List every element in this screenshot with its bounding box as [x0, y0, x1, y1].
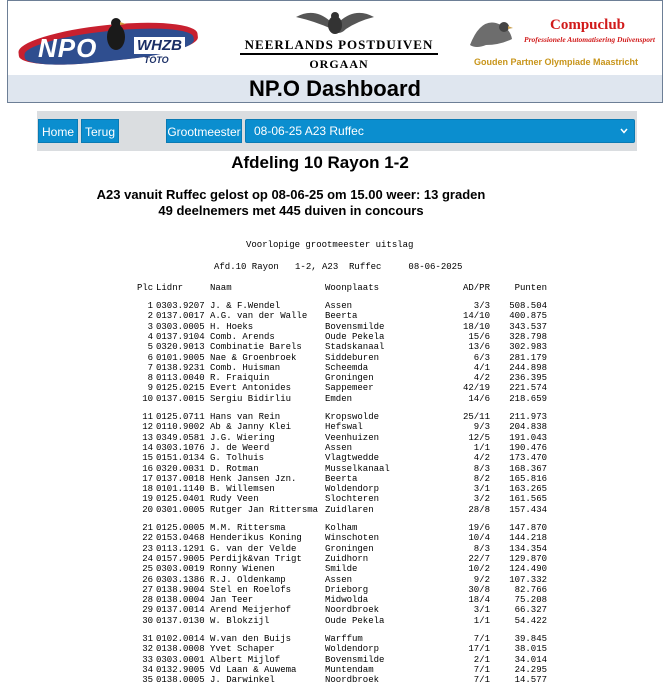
compuclub-subtitle: Professionele Automatisering Duivensport — [524, 35, 655, 44]
col-lidnr-cell: 0125.0711 — [156, 412, 205, 422]
col-woonplaats-cell: Veenhuizen — [325, 432, 380, 443]
col-punten-cell: 218.659 — [509, 393, 547, 404]
col-lidnr-cell: 0301.0005 — [156, 504, 205, 515]
col-punten-cell: 190.476 — [509, 442, 547, 453]
col-woonplaats-cell: Assen — [325, 442, 353, 453]
col-adpr-cell: 10/4 — [468, 533, 490, 544]
col-naam-cell: M.M. Rittersma — [210, 523, 286, 533]
col-naam-cell: Perdijk&van Trigt — [210, 553, 302, 564]
col-adpr-cell: 8/2 — [473, 473, 490, 484]
compuclub-title: Compuclub — [550, 17, 626, 33]
col-adpr-cell: 3/3 — [473, 301, 490, 311]
col-woonplaats-cell: Drieborg — [325, 584, 369, 595]
col-plc-cell: 29 — [142, 605, 153, 616]
col-naam-cell: G. Tolhuis — [210, 453, 265, 464]
col-woonplaats-cell: Noordbroek — [325, 605, 380, 616]
col-plc-cell: 11 — [142, 412, 153, 422]
race-info-line: A23 vanuit Ruffec gelost op 08-06-25 om 15.00 weer: 13 graden — [96, 187, 486, 202]
col-adpr-cell: 30/8 — [468, 584, 490, 595]
col-adpr-cell: 7/1 — [473, 675, 490, 686]
col-lidnr-cell: 0125.0401 — [156, 494, 205, 505]
col-woonplaats-cell: Kolham — [325, 523, 358, 533]
col-naam-cell: Henderikus Koning — [210, 533, 302, 544]
col-plc-cell: 12 — [142, 422, 153, 433]
col-naam-cell: Arend Meijerhof — [210, 605, 292, 616]
col-adpr-cell: 10/2 — [468, 564, 490, 575]
whzb-logo-text: WHZB — [134, 37, 185, 54]
col-punten-cell: 191.043 — [509, 432, 547, 443]
col-adpr-cell: 28/8 — [468, 504, 490, 515]
col-woonplaats-cell: Beerta — [325, 311, 358, 322]
col-lidnr-cell: 0138.0005 — [156, 675, 205, 686]
col-woonplaats-cell: Assen — [325, 574, 353, 585]
col-woonplaats-cell: Scheemda — [325, 362, 369, 373]
col-naam-cell: B. Willemsen — [210, 484, 275, 495]
col-naam-cell: Rudy Veen — [210, 494, 259, 505]
col-plc-cell: 25 — [142, 564, 153, 575]
col-adpr-cell: 18/10 — [462, 321, 490, 332]
col-woonplaats-cell: Groningen — [325, 543, 374, 554]
col-naam-cell: Nae & Groenbroek — [210, 352, 297, 363]
col-naam-cell: Ab & Janny Klei — [210, 422, 292, 433]
col-lidnr-cell: 0138.9004 — [156, 584, 205, 595]
column-header-punten: Punten — [514, 283, 547, 293]
col-punten-cell: 163.265 — [509, 484, 547, 495]
col-lidnr-cell: 0101.9005 — [156, 352, 205, 363]
col-plc-cell: 33 — [142, 654, 153, 665]
col-punten-cell: 24.295 — [514, 664, 547, 675]
col-punten-cell: 34.014 — [514, 654, 547, 665]
col-adpr-cell: 2/1 — [473, 654, 490, 665]
logo-title-text: NEERLANDS POSTDUIVEN — [244, 37, 434, 52]
col-plc-cell: 10 — [142, 393, 153, 404]
col-lidnr-cell: 0137.0015 — [156, 393, 205, 404]
col-lidnr-cell: 0303.1076 — [156, 442, 205, 453]
col-lidnr-cell: 0137.0017 — [156, 311, 205, 322]
col-naam-cell: D. Rotman — [210, 463, 259, 474]
col-woonplaats-cell: Beerta — [325, 473, 358, 484]
col-naam-cell: Ronny Wienen — [210, 564, 275, 575]
col-woonplaats-cell: Muntendam — [325, 664, 374, 675]
col-naam-cell: J. Darwinkel — [210, 675, 275, 686]
col-naam-cell: R. Fraiquin — [210, 373, 270, 384]
col-punten-cell: 134.354 — [509, 543, 547, 554]
col-punten-cell: 508.504 — [509, 301, 547, 311]
col-punten-cell: 161.565 — [509, 494, 547, 505]
col-plc-cell: 31 — [142, 634, 153, 644]
col-naam-cell: G. van der Velde — [210, 543, 297, 554]
col-punten-cell: 244.898 — [509, 362, 547, 373]
col-plc-cell: 4 — [147, 331, 153, 342]
col-lidnr-cell: 0303.0019 — [156, 564, 205, 575]
col-woonplaats-cell: Noordbroek — [325, 675, 380, 686]
col-lidnr-cell: 0137.0018 — [156, 473, 205, 484]
column-header-naam: Naam — [210, 283, 232, 293]
col-lidnr-cell: 0157.9005 — [156, 553, 205, 564]
col-plc-cell: 26 — [142, 574, 153, 585]
col-lidnr-cell: 0110.9002 — [156, 422, 205, 433]
col-plc-cell: 2 — [147, 311, 153, 322]
col-adpr-cell: 4/2 — [473, 453, 490, 464]
col-woonplaats-cell: Winschoten — [325, 533, 380, 544]
col-adpr-cell: 4/1 — [473, 362, 490, 373]
col-adpr-cell: 42/19 — [462, 383, 490, 394]
col-punten-cell: 66.327 — [514, 605, 547, 616]
race-select-value: 08-06-25 A23 Ruffec — [254, 124, 364, 138]
col-woonplaats-cell: Emden — [325, 393, 353, 404]
col-plc-cell: 6 — [147, 352, 153, 363]
col-naam-cell: A.G. van der Walle — [210, 311, 308, 322]
col-plc-cell: 23 — [142, 543, 153, 554]
col-naam-cell: R.J. Oldenkamp — [210, 574, 286, 585]
col-adpr-cell: 25/11 — [462, 412, 490, 422]
col-adpr-cell: 3/1 — [473, 605, 490, 616]
column-header-lidnr: Lidnr — [156, 283, 184, 293]
col-punten-cell: 107.332 — [509, 574, 547, 585]
col-naam-cell: Yvet Schaper — [210, 644, 275, 655]
col-lidnr-cell: 0153.0468 — [156, 533, 205, 544]
col-lidnr-cell: 0303.0005 — [156, 321, 205, 332]
col-naam-cell: H. Hoeks — [210, 321, 254, 332]
col-plc-cell: 24 — [142, 553, 153, 564]
col-woonplaats-cell: Warffum — [325, 634, 363, 644]
col-lidnr-cell: 0137.9104 — [156, 331, 205, 342]
column-header-plc: Plc — [137, 283, 154, 293]
col-punten-cell: 54.422 — [514, 615, 547, 626]
col-naam-cell: W.van den Buijs — [210, 634, 292, 644]
col-lidnr-cell: 0132.9005 — [156, 664, 205, 675]
col-woonplaats-cell: Woldendorp — [325, 484, 380, 495]
col-plc-cell: 28 — [142, 595, 153, 606]
col-naam-cell: J. & F.Wendel — [210, 301, 281, 311]
col-punten-cell: 343.537 — [509, 321, 547, 332]
col-woonplaats-cell: Woldendorp — [325, 644, 380, 655]
home-button[interactable]: Home — [38, 119, 78, 143]
col-plc-cell: 18 — [142, 484, 153, 495]
col-lidnr-cell: 0303.0001 — [156, 654, 205, 665]
col-naam-cell: W. Blokzijl — [210, 615, 270, 626]
col-adpr-cell: 17/1 — [468, 644, 490, 655]
col-punten-cell: 400.875 — [509, 311, 547, 322]
col-naam-cell: Henk Jansen Jzn. — [210, 473, 297, 484]
col-plc-cell: 3 — [147, 321, 153, 332]
col-plc-cell: 13 — [142, 432, 153, 443]
col-woonplaats-cell: Groningen — [325, 373, 374, 384]
col-adpr-cell: 12/5 — [468, 432, 490, 443]
col-adpr-cell: 9/2 — [473, 574, 490, 585]
col-plc-cell: 15 — [142, 453, 153, 464]
dashboard-title: NP.O Dashboard — [249, 76, 421, 101]
participants-info-line: 49 deelnemers met 445 duiven in concours — [158, 203, 424, 218]
col-adpr-cell: 7/1 — [473, 634, 490, 644]
col-woonplaats-cell: Musselkanaal — [325, 463, 390, 474]
col-naam-cell: Rutger Jan Rittersma — [210, 504, 319, 515]
col-lidnr-cell: 0138.0004 — [156, 595, 205, 606]
col-woonplaats-cell: Bovensmilde — [325, 654, 385, 665]
col-plc-cell: 5 — [147, 342, 153, 353]
col-naam-cell: Comb. Arends — [210, 331, 275, 342]
col-punten-cell: 165.816 — [509, 473, 547, 484]
col-punten-cell: 204.838 — [509, 422, 547, 433]
col-lidnr-cell: 0151.0134 — [156, 453, 205, 464]
col-naam-cell: Combinatie Barels — [210, 342, 302, 353]
col-plc-cell: 17 — [142, 473, 153, 484]
col-punten-cell: 124.490 — [509, 564, 547, 575]
col-woonplaats-cell: Assen — [325, 301, 353, 311]
col-punten-cell: 82.766 — [514, 584, 547, 595]
col-woonplaats-cell: Kropswolde — [325, 412, 380, 422]
col-lidnr-cell: 0125.0215 — [156, 383, 205, 394]
col-punten-cell: 328.798 — [509, 331, 547, 342]
col-woonplaats-cell: Zuidlaren — [325, 504, 374, 515]
col-adpr-cell: 6/3 — [473, 352, 490, 363]
col-woonplaats-cell: Oude Pekela — [325, 615, 385, 626]
col-lidnr-cell: 0125.0005 — [156, 523, 205, 533]
col-punten-cell: 38.015 — [514, 644, 547, 655]
col-lidnr-cell: 0303.1386 — [156, 574, 205, 585]
col-plc-cell: 32 — [142, 644, 153, 655]
col-woonplaats-cell: Slochteren — [325, 494, 380, 505]
report-heading: Voorlopige grootmeester uitslag — [246, 240, 414, 250]
col-plc-cell: 20 — [142, 504, 153, 515]
col-lidnr-cell: 0303.9207 — [156, 301, 205, 311]
grootmeester-button[interactable]: Grootmeester — [166, 119, 242, 143]
col-punten-cell: 129.870 — [509, 553, 547, 564]
col-adpr-cell: 15/6 — [468, 331, 490, 342]
col-punten-cell: 168.367 — [509, 463, 547, 474]
npo-logo-text: NPO — [38, 33, 98, 63]
col-woonplaats-cell: Vlagtwedde — [325, 453, 380, 464]
col-adpr-cell: 13/6 — [468, 342, 490, 353]
col-plc-cell: 19 — [142, 494, 153, 505]
col-woonplaats-cell: Bovensmilde — [325, 321, 385, 332]
col-lidnr-cell: 0137.0014 — [156, 605, 205, 616]
col-lidnr-cell: 0349.0581 — [156, 432, 205, 443]
col-naam-cell: J. de Weerd — [210, 442, 270, 453]
col-lidnr-cell: 0138.9231 — [156, 362, 205, 373]
col-woonplaats-cell: Siddeburen — [325, 352, 380, 363]
col-woonplaats-cell: Smilde — [325, 564, 358, 575]
col-adpr-cell: 14/10 — [462, 311, 490, 322]
col-lidnr-cell: 0113.1291 — [156, 543, 205, 554]
col-adpr-cell: 8/3 — [473, 463, 490, 474]
col-naam-cell: Evert Antonides — [210, 383, 292, 394]
col-naam-cell: Sergiu Bidirliu — [210, 393, 292, 404]
col-adpr-cell: 3/1 — [473, 484, 490, 495]
col-adpr-cell: 1/1 — [473, 615, 490, 626]
column-header-woonplaats: Woonplaats — [325, 283, 380, 293]
col-lidnr-cell: 0101.1140 — [156, 484, 205, 495]
col-woonplaats-cell: Hefswal — [325, 422, 363, 433]
gold-partner-text: Gouden Partner Olympiade Maastricht — [474, 57, 639, 67]
col-naam-cell: Albert Mijlof — [210, 654, 281, 665]
col-punten-cell: 211.973 — [509, 412, 547, 422]
col-punten-cell: 281.179 — [509, 352, 547, 363]
col-naam-cell: J.G. Wiering — [210, 432, 275, 443]
col-punten-cell: 221.574 — [509, 383, 547, 394]
col-punten-cell: 173.470 — [509, 453, 547, 464]
col-punten-cell: 39.845 — [514, 634, 547, 644]
page-title: Afdeling 10 Rayon 1-2 — [231, 153, 409, 172]
col-punten-cell: 147.870 — [509, 523, 547, 533]
col-plc-cell: 16 — [142, 463, 153, 474]
col-adpr-cell: 9/3 — [473, 422, 490, 433]
col-woonplaats-cell: Oude Pekela — [325, 331, 385, 342]
col-plc-cell: 35 — [142, 675, 153, 686]
col-punten-cell: 236.395 — [509, 373, 547, 384]
col-plc-cell: 22 — [142, 533, 153, 544]
col-adpr-cell: 3/2 — [473, 494, 490, 505]
report-subheading: Afd.10 Rayon 1-2, A23 Ruffec 08-06-2025 — [214, 262, 463, 272]
col-punten-cell: 157.434 — [509, 504, 547, 515]
col-naam-cell: Jan Teer — [210, 595, 254, 606]
col-lidnr-cell: 0320.0031 — [156, 463, 205, 474]
col-lidnr-cell: 0138.0008 — [156, 644, 205, 655]
col-plc-cell: 34 — [142, 664, 153, 675]
col-lidnr-cell: 0102.0014 — [156, 634, 205, 644]
whzb-sub-text: TOTO — [144, 55, 169, 65]
col-woonplaats-cell: Zuidhorn — [325, 553, 369, 564]
col-lidnr-cell: 0137.0130 — [156, 615, 205, 626]
col-naam-cell: Vd Laan & Auwema — [210, 664, 297, 675]
logo-subtitle-text: ORGAAN — [309, 57, 369, 71]
col-adpr-cell: 22/7 — [468, 553, 490, 564]
col-plc-cell: 1 — [147, 301, 153, 311]
col-woonplaats-cell: Stadskanaal — [325, 342, 385, 353]
col-plc-cell: 9 — [147, 383, 153, 394]
col-lidnr-cell: 0113.0040 — [156, 373, 205, 384]
col-punten-cell: 302.983 — [509, 342, 547, 353]
back-button[interactable]: Terug — [81, 119, 119, 143]
col-adpr-cell: 18/4 — [468, 595, 490, 606]
col-plc-cell: 27 — [142, 584, 153, 595]
col-plc-cell: 14 — [142, 442, 153, 453]
col-plc-cell: 21 — [142, 523, 153, 533]
col-naam-cell: Hans van Rein — [210, 412, 281, 422]
col-woonplaats-cell: Midwolda — [325, 595, 369, 606]
col-adpr-cell: 8/3 — [473, 543, 490, 554]
col-woonplaats-cell: Sappemeer — [325, 383, 374, 394]
col-adpr-cell: 1/1 — [473, 442, 490, 453]
col-adpr-cell: 14/6 — [468, 393, 490, 404]
col-plc-cell: 30 — [142, 615, 153, 626]
col-naam-cell: Stel en Roelofs — [210, 584, 292, 595]
col-adpr-cell: 19/6 — [468, 523, 490, 533]
column-header-adpr: AD/PR — [462, 283, 490, 293]
col-naam-cell: Comb. Huisman — [210, 362, 281, 373]
col-plc-cell: 7 — [147, 362, 153, 373]
col-adpr-cell: 7/1 — [473, 664, 490, 675]
col-punten-cell: 75.208 — [514, 595, 547, 606]
col-punten-cell: 144.218 — [509, 533, 547, 544]
col-lidnr-cell: 0320.9013 — [156, 342, 205, 353]
col-adpr-cell: 4/2 — [473, 373, 490, 384]
col-punten-cell: 14.577 — [514, 675, 547, 686]
col-plc-cell: 8 — [147, 373, 153, 384]
